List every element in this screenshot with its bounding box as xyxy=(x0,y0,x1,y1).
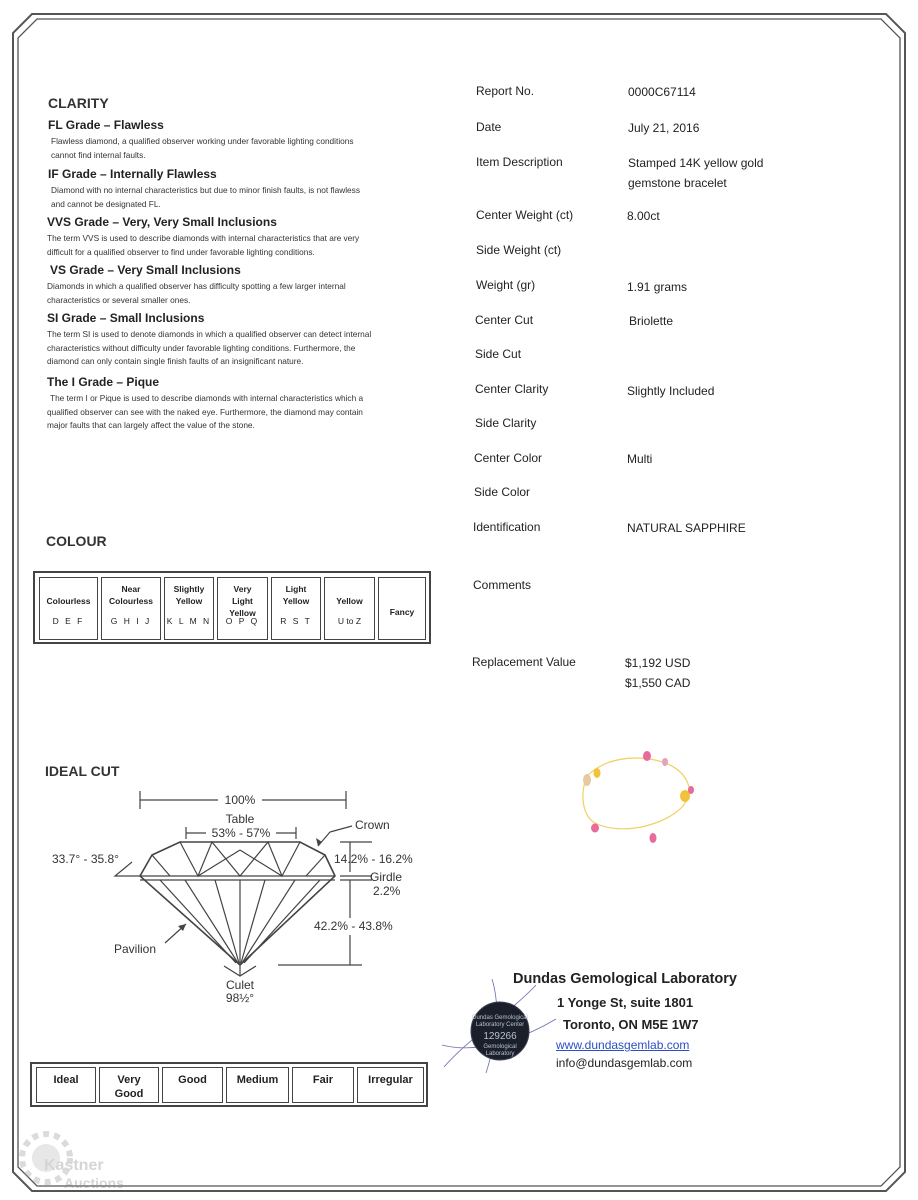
grade-title: SI Grade – Small Inclusions xyxy=(47,311,205,325)
grade-title: IF Grade – Internally Flawless xyxy=(48,167,217,181)
grade-desc-line: The term I or Pique is used to describe diamonds with internal characteristics which a xyxy=(50,393,364,403)
colour-cell-grades: U to Z xyxy=(337,616,362,626)
culet-label: Culet xyxy=(225,978,255,992)
colour-cell-title: Yellow xyxy=(175,596,203,606)
center-cut-value: Briolette xyxy=(629,314,674,328)
date-label: Date xyxy=(476,120,502,134)
cut-cell-good xyxy=(162,1067,223,1103)
table-range: 53% - 57% xyxy=(211,826,271,840)
lab-address-line2: Toronto, ON M5E 1W7 xyxy=(563,1017,699,1032)
colour-scale-table xyxy=(33,571,431,644)
item-description-label: Item Description xyxy=(476,155,563,169)
crown-label: Crown xyxy=(355,818,390,832)
center-color-value: Multi xyxy=(627,452,653,466)
colour-cell-yellow xyxy=(324,577,375,640)
colour-cell-title: Light xyxy=(285,584,307,594)
cut-cell-very-good xyxy=(99,1067,159,1103)
colour-cell-title: Yellow xyxy=(336,596,363,606)
watermark-line2: Auctions xyxy=(64,1175,124,1191)
colour-cell-grades: G H I J xyxy=(110,616,152,626)
grade-title: VS Grade – Very Small Inclusions xyxy=(50,263,241,277)
cut-cell-label: Good xyxy=(114,1088,144,1100)
grade-desc-line: difficult for a qualified observer to find under favorable lighting conditions. xyxy=(47,246,315,257)
angle-label: 33.7° - 35.8° xyxy=(52,852,119,866)
grade-desc-line: Diamond with no internal characteristics but due to minor finish faults, is not flawless xyxy=(51,185,360,195)
colour-cell-title: Colourless xyxy=(109,596,153,606)
grade-title: FL Grade – Flawless xyxy=(48,118,164,132)
cut-cell-label: Good xyxy=(178,1074,207,1086)
clarity-grade-if xyxy=(48,167,431,211)
grade-desc-line: Diamonds in which a qualified observer has difficulty spotting a few larger internal xyxy=(47,281,346,291)
clarity-heading: CLARITY xyxy=(48,95,109,111)
colour-cell-grades: D E F xyxy=(52,616,85,626)
crown-height-label: 14.2% - 16.2% xyxy=(334,852,413,866)
weight-gr-label: Weight (gr) xyxy=(476,278,536,292)
grade-desc-line: The term SI is used to denote diamonds in which a qualified observer can detect internal xyxy=(47,329,372,339)
cut-cell-label: Very xyxy=(117,1074,141,1086)
grade-desc-line: Flawless diamond, a qualified observer working under favorable lighting conditions xyxy=(51,136,354,146)
grade-desc-line: The term VVS is used to describe diamonds with internal characteristics that are very xyxy=(47,233,360,243)
identification-value: NATURAL SAPPHIRE xyxy=(627,521,746,535)
pavilion-depth-label: 42.2% - 43.8% xyxy=(314,919,393,933)
width-label: 100% xyxy=(224,793,256,807)
side-color-label: Side Color xyxy=(474,485,531,499)
colour-cell-title: Very xyxy=(233,584,252,594)
ideal-cut-diagram xyxy=(40,780,440,1010)
kastner-auctions-watermark xyxy=(8,1118,138,1196)
lab-seal xyxy=(440,975,560,1080)
colour-cell-light-yellow xyxy=(271,577,321,640)
side-cut-label: Side Cut xyxy=(475,347,522,361)
colour-cell-title: Colourless xyxy=(46,596,91,606)
center-cut-label: Center Cut xyxy=(475,313,534,327)
cut-cell-label: Irregular xyxy=(368,1074,413,1086)
center-color-label: Center Color xyxy=(474,451,543,465)
report-no-value: 0000C67114 xyxy=(628,85,696,99)
colour-cell-near-colourless xyxy=(101,577,161,640)
grade-desc-line: and cannot be designated FL. xyxy=(51,198,161,209)
grade-desc-line: qualified observer can see with the naked eye. Furthermore, the diamond may contain xyxy=(47,406,363,417)
colour-cell-grades: K L M N xyxy=(166,616,212,626)
weight-gr-value: 1.91 grams xyxy=(627,280,688,294)
clarity-grade-vvs xyxy=(47,215,427,259)
grade-desc-line: diamond can only contain single finish faults of an insignificant nature. xyxy=(47,356,304,366)
center-weight-label: Center Weight (ct) xyxy=(476,208,574,222)
comments-label: Comments xyxy=(473,578,532,592)
seal-number: 129266 xyxy=(483,1031,517,1042)
colour-cell-title: Yellow xyxy=(282,596,310,606)
clarity-grade-fl xyxy=(48,118,431,162)
cut-cell-fair xyxy=(292,1067,354,1103)
cut-cell-irregular xyxy=(357,1067,424,1103)
colour-cell-title: Slightly xyxy=(173,584,205,594)
culet-value: 98½° xyxy=(225,991,255,1005)
grade-desc-line: cannot find internal faults. xyxy=(51,149,146,160)
watermark-line1: Kastner xyxy=(44,1157,104,1174)
girdle-pct-label: 2.2% xyxy=(373,884,401,898)
clarity-grade-si xyxy=(47,311,427,369)
clarity-grade-vs xyxy=(47,263,427,307)
cut-cell-medium xyxy=(226,1067,289,1103)
grade-title: The I Grade – Pique xyxy=(47,375,160,389)
colour-cell-title: Fancy xyxy=(389,607,415,617)
replacement-value-label: Replacement Value xyxy=(472,655,576,669)
cut-cell-label: Ideal xyxy=(53,1074,79,1086)
center-weight-value: 8.00ct xyxy=(627,209,660,223)
colour-cell-grades: R S T xyxy=(280,616,312,626)
lab-email: info@dundasgemlab.com xyxy=(556,1056,693,1070)
cut-cell-label: Fair xyxy=(312,1074,334,1086)
grade-desc-line: characteristics or several smaller ones. xyxy=(47,294,191,305)
colour-cell-title: Near xyxy=(121,584,141,594)
seal-line2: Laboratory Center xyxy=(475,1022,525,1028)
colour-cell-fancy xyxy=(378,577,426,640)
colour-cell-very-light-yellow xyxy=(217,577,268,640)
item-description-value xyxy=(628,153,763,193)
side-clarity-label: Side Clarity xyxy=(475,416,537,430)
replacement-value xyxy=(625,653,690,693)
colour-cell-grades: O P Q xyxy=(225,616,260,626)
colour-heading: COLOUR xyxy=(46,533,107,549)
report-no-label: Report No. xyxy=(476,84,535,98)
lab-name: Dundas Gemological Laboratory xyxy=(513,971,737,987)
colour-cell-title: Yellow xyxy=(229,608,256,618)
clarity-grade-i xyxy=(47,375,427,433)
date-value: July 21, 2016 xyxy=(628,121,700,135)
cut-cell-label: Medium xyxy=(236,1074,279,1086)
cut-grade-table xyxy=(30,1062,428,1107)
replacement-value-usd: $1,192 USD xyxy=(625,656,691,670)
replacement-value-cad: $1,550 CAD xyxy=(625,676,691,690)
center-clarity-value: Slightly Included xyxy=(627,384,715,398)
lab-website-link[interactable]: www.dundasgemlab.com xyxy=(556,1038,690,1052)
seal-line1: Dundas Gemological xyxy=(472,1015,528,1021)
identification-label: Identification xyxy=(473,520,541,534)
item-description-line: Stamped 14K yellow gold xyxy=(628,156,764,170)
table-title: Table xyxy=(225,812,255,826)
pavilion-label: Pavilion xyxy=(114,942,157,956)
side-weight-label: Side Weight (ct) xyxy=(476,243,562,257)
colour-cell-colourless xyxy=(39,577,98,640)
item-description-line: gemstone bracelet xyxy=(628,176,727,190)
grade-desc-line: characteristics without difficulty under favorable lighting conditions. Furthermore, the xyxy=(47,342,356,353)
grade-desc-line: major faults that can largely affect the value of the stone. xyxy=(47,420,255,430)
grade-title: VVS Grade – Very, Very Small Inclusions xyxy=(47,215,277,229)
lab-address-line1: 1 Yonge St, suite 1801 xyxy=(557,995,694,1010)
seal-line3: Gemological xyxy=(483,1044,517,1050)
ideal-cut-heading: IDEAL CUT xyxy=(45,763,120,779)
center-clarity-label: Center Clarity xyxy=(475,382,549,396)
cut-cell-ideal xyxy=(36,1067,96,1103)
colour-cell-title: Light xyxy=(232,596,253,606)
colour-cell-slightly-yellow xyxy=(164,577,214,640)
bracelet-photo xyxy=(565,740,705,850)
seal-line4: Laboratory xyxy=(485,1051,515,1057)
girdle-label: Girdle xyxy=(370,870,403,884)
